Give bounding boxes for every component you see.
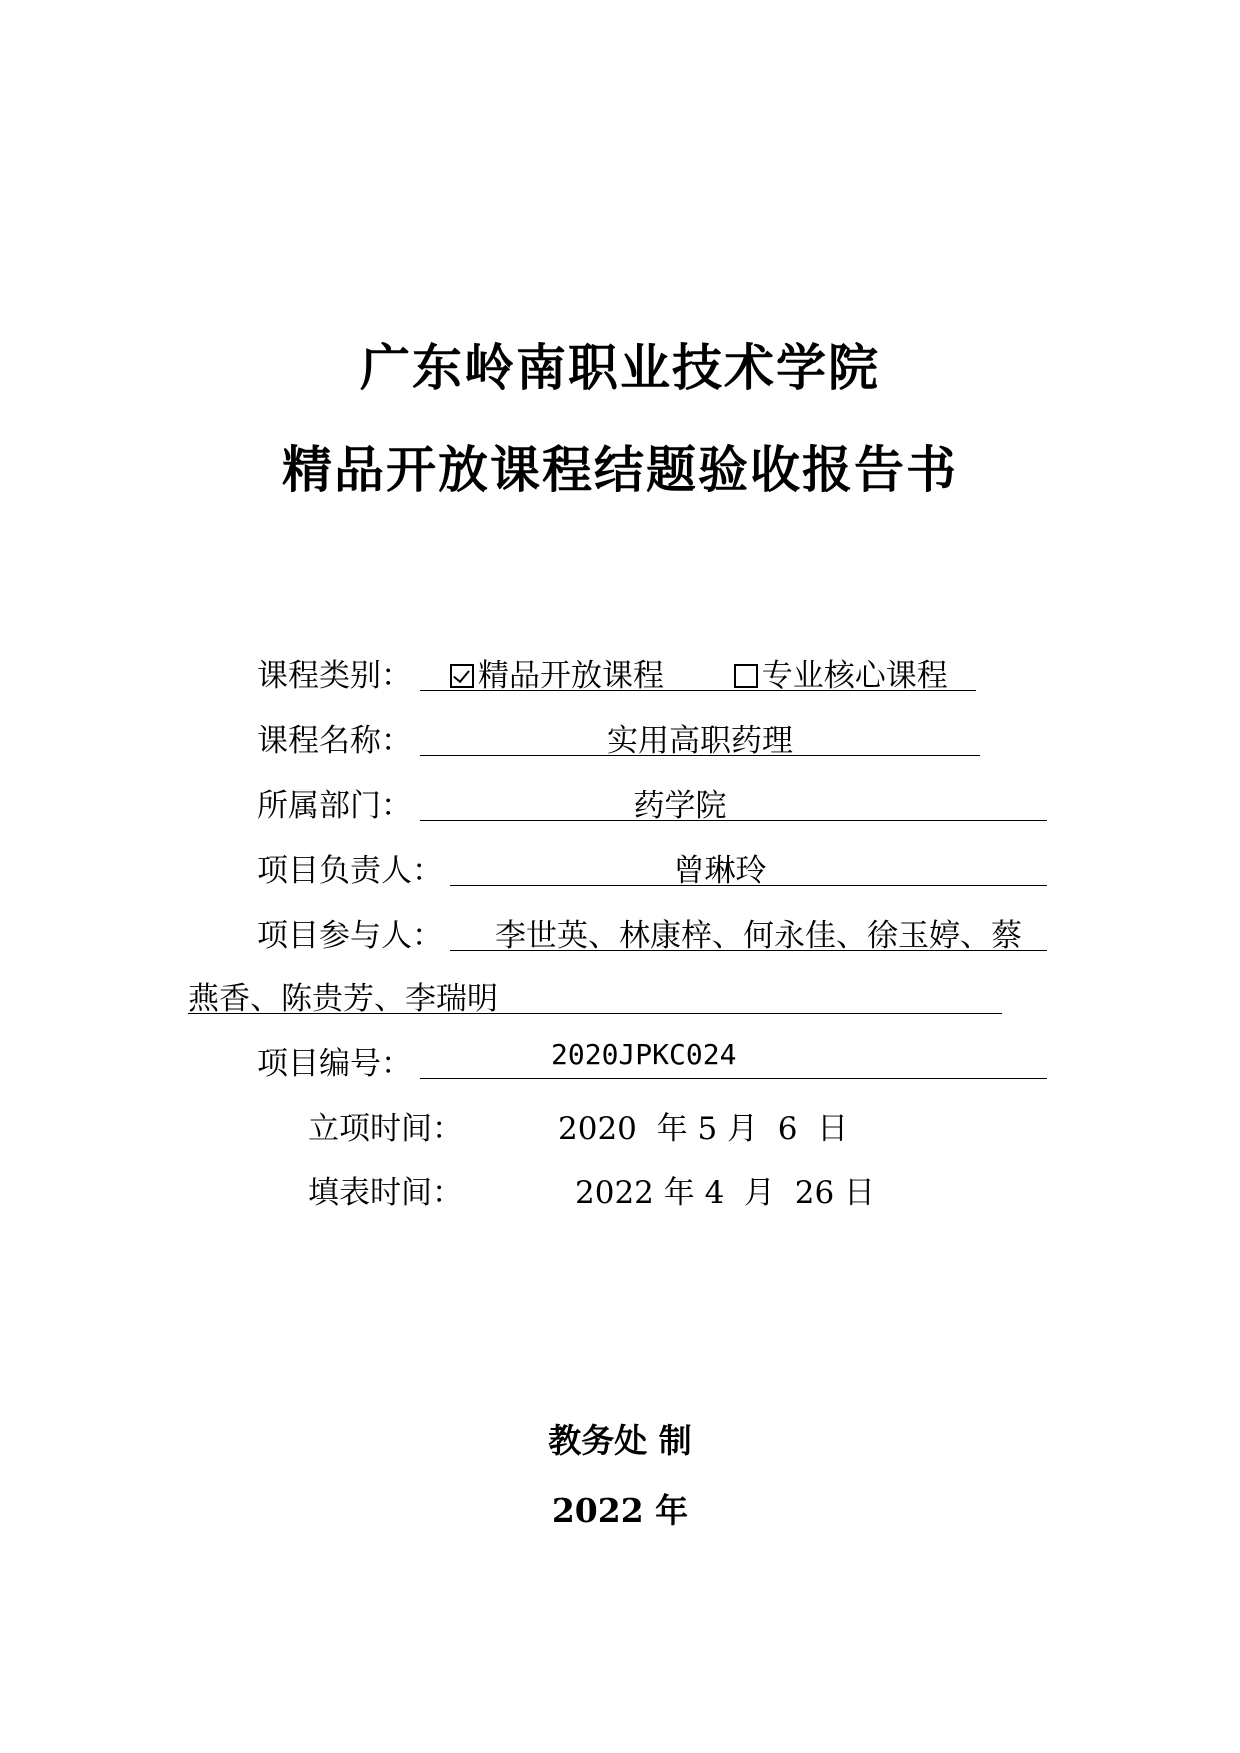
category-option-1: 精品开放课程 — [478, 658, 664, 694]
project-number-value: 2020JPKC024 — [551, 1038, 737, 1071]
department-label: 所属部门： — [257, 788, 412, 824]
start-date-label: 立项时间： — [308, 1111, 463, 1147]
project-number-label: 项目编号： — [257, 1046, 412, 1082]
start-date-value: 2020 年 5 月 6 日 — [558, 1111, 849, 1147]
checkbox-unchecked-icon[interactable] — [734, 664, 758, 688]
leader-label: 项目负责人： — [257, 853, 443, 889]
category-options — [450, 650, 948, 695]
course-name-label: 课程名称： — [257, 723, 412, 759]
leader-value: 曾琳玲 — [673, 853, 767, 889]
footer-year: 2022 年 — [551, 1491, 689, 1530]
participants-value-line1: 李世英、林康梓、何永佳、徐玉婷、蔡 — [495, 918, 1022, 954]
report-title-line1: 广东岭南职业技术学院 — [360, 338, 880, 397]
department-value: 药学院 — [633, 788, 727, 824]
course-name-value: 实用高职药理 — [607, 723, 793, 759]
category-label: 课程类别： — [257, 658, 412, 694]
fill-date-label: 填表时间： — [308, 1175, 463, 1211]
report-title-line2: 精品开放课程结题验收报告书 — [282, 440, 958, 499]
participants-value-line2: 燕香、陈贵芳、李瑞明 — [188, 981, 498, 1017]
fill-date-value: 2022 年 4 月 26 日 — [575, 1175, 876, 1211]
issuer-text: 教务处 制 — [548, 1421, 692, 1460]
checkbox-checked-icon[interactable] — [450, 664, 474, 688]
category-option-2: 专业核心课程 — [761, 658, 948, 694]
participants-label: 项目参与人： — [257, 918, 443, 954]
